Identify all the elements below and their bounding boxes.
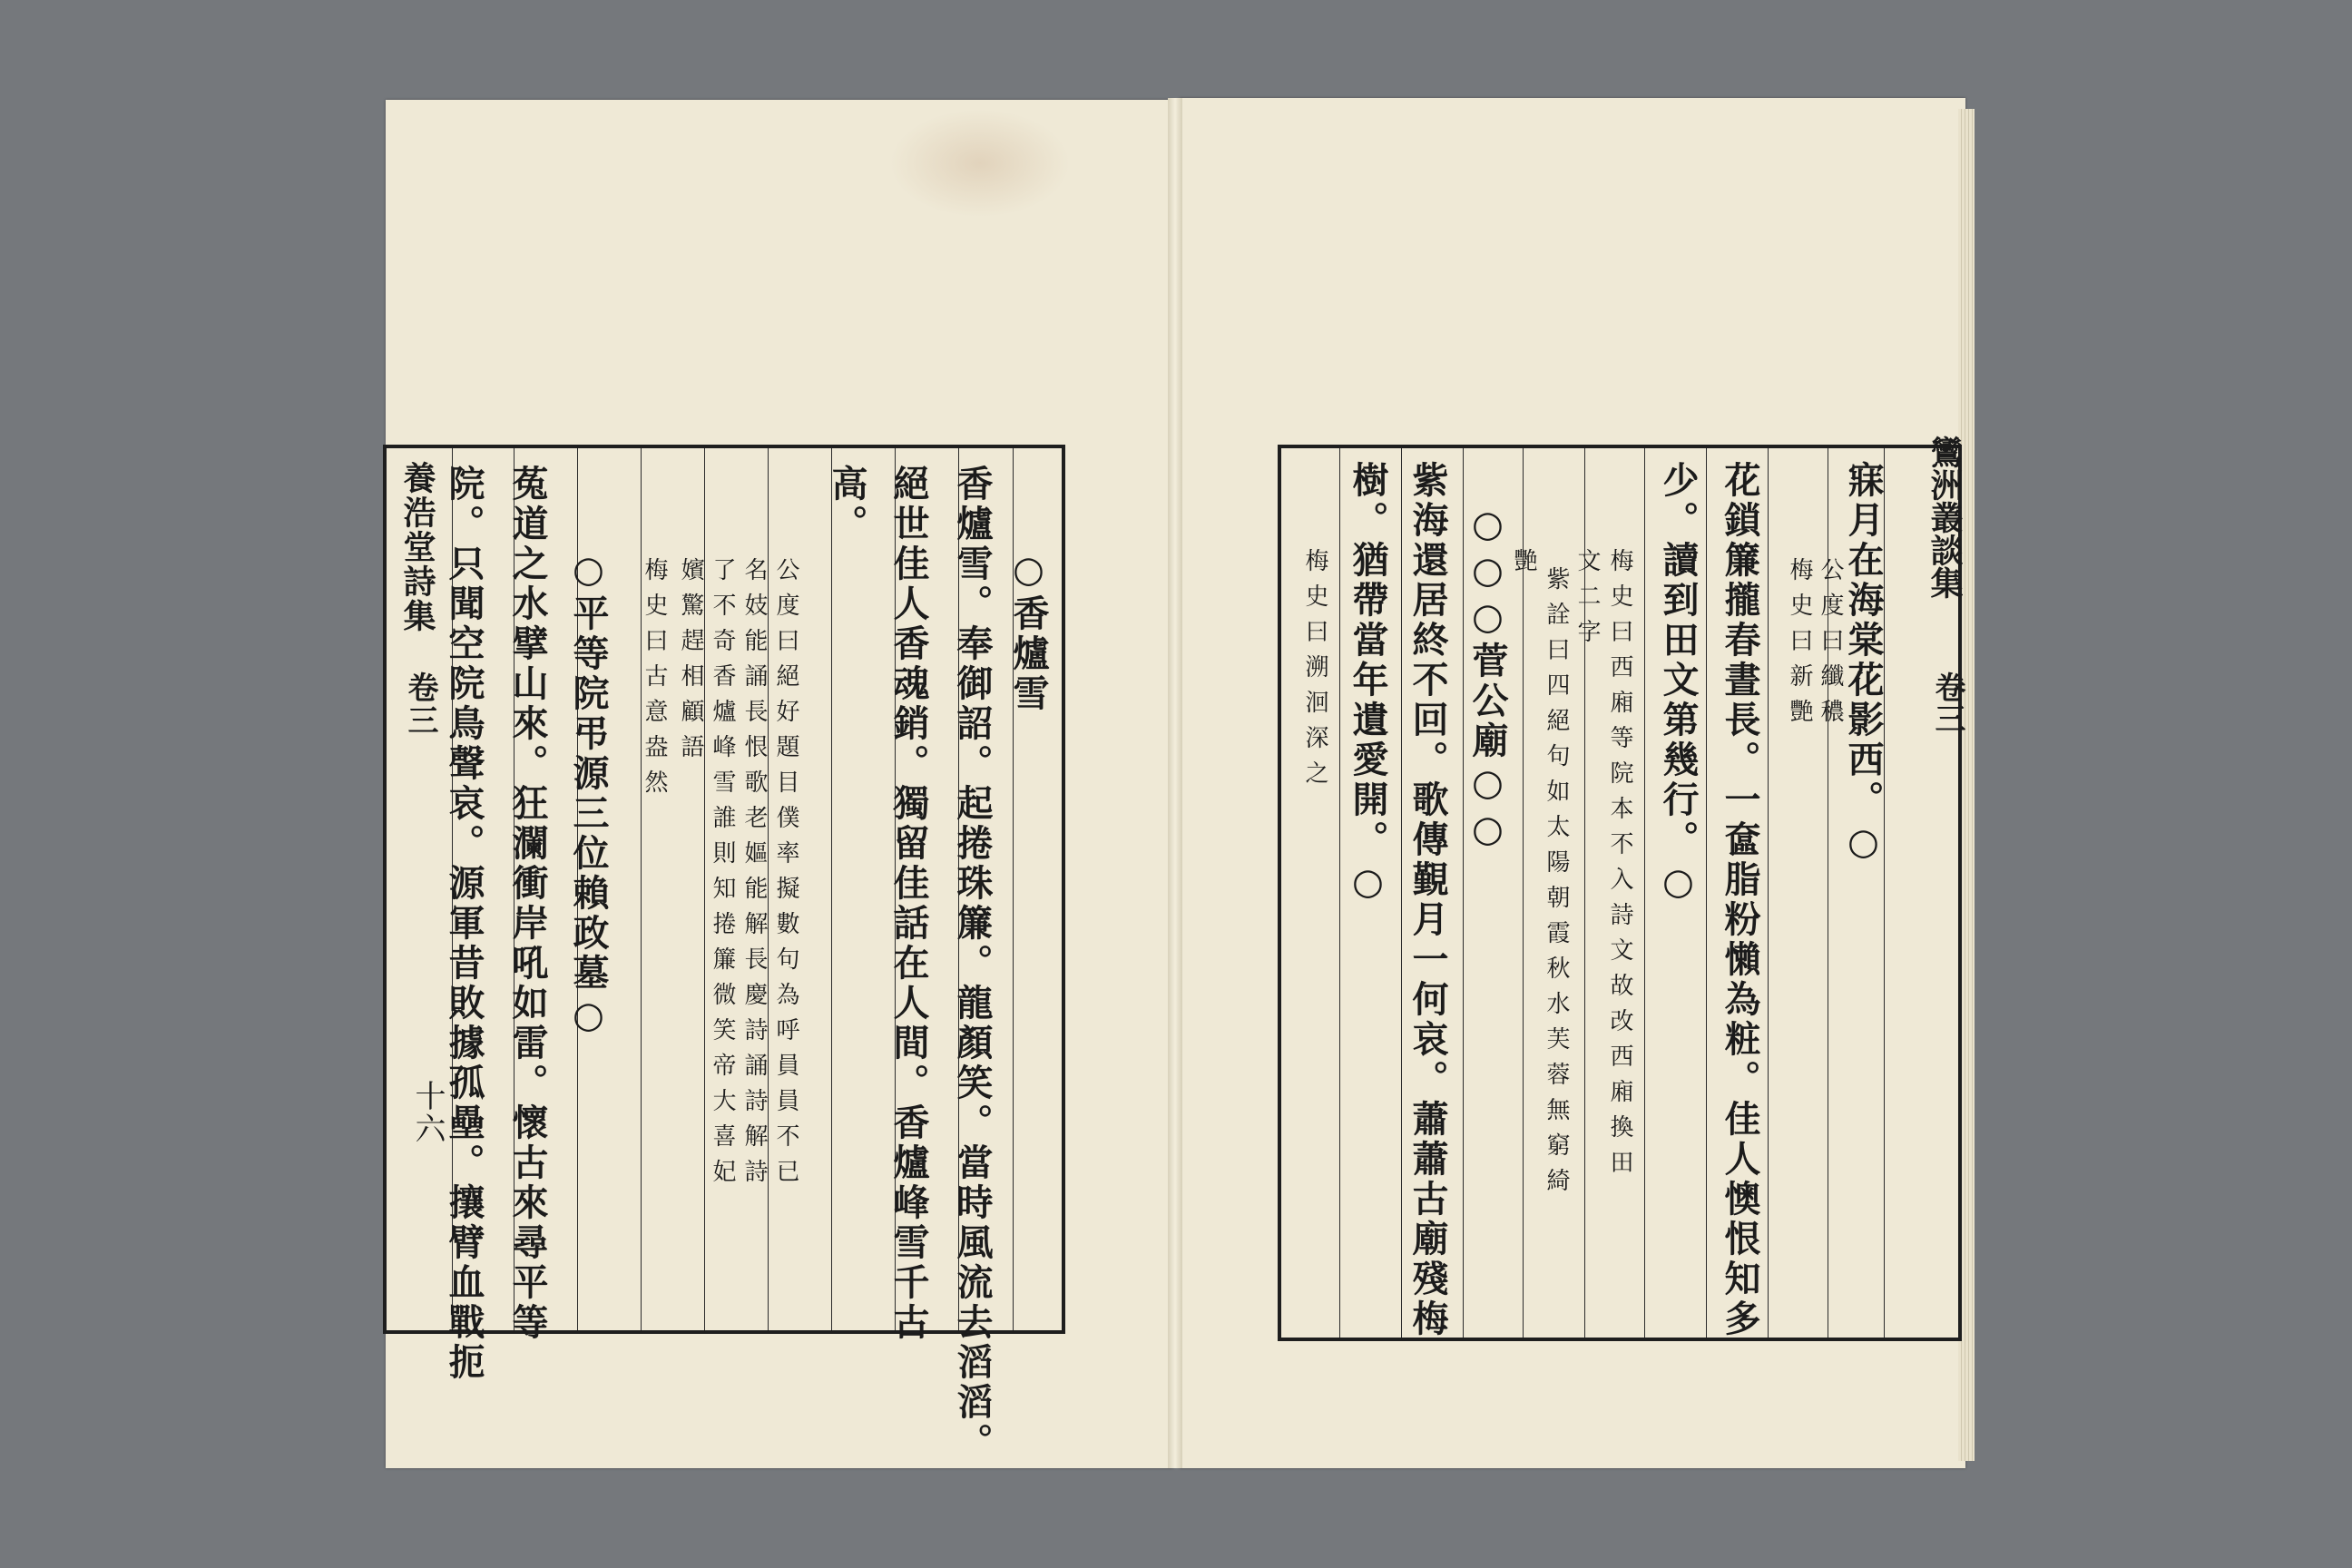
commentary-line: 梅史曰新艷 <box>1786 557 1813 734</box>
book-gutter <box>1168 98 1182 1468</box>
poem-line: 寐月在海棠花影西。○ <box>1842 461 1885 867</box>
poem-line: 花鎖簾攏春晝長。一奩脂粉懶為粧。佳人懊恨知多 <box>1719 461 1761 1339</box>
commentary-line: 公度曰纖穠 <box>1817 557 1844 734</box>
commentary-line: 公度曰絕好題目僕率擬數句為呼員員不已 <box>772 557 799 1194</box>
commentary-line: 艷 <box>1510 548 1537 583</box>
poem-line: 香爐雪。奉御詔。起捲珠簾。龍顏笑。當時風流去滔滔。 <box>951 465 994 1463</box>
commentary-line: 紫詮曰四絕句如太陽朝霞秋水芙蓉無窮綺 <box>1543 566 1570 1203</box>
column-rule <box>831 448 832 1330</box>
volume-label: 卷三 <box>402 671 438 737</box>
commentary-line: 梅史曰西廂等院本不入詩文故改西廂換田 <box>1606 548 1633 1185</box>
paper-stain <box>889 109 1071 218</box>
commentary-line: 梅史曰古意盎然 <box>641 557 668 805</box>
commentary-line: 梅史曰溯洄深之 <box>1301 548 1328 796</box>
column-rule <box>1706 448 1707 1338</box>
poem-line: 樹。猶帶當年遺愛開。○ <box>1347 461 1389 906</box>
poem-line: 少。讀到田文第幾行。○ <box>1657 461 1700 906</box>
poem-line: 紫海還居終不回。歌傳覲月一何哀。蕭蕭古廟殘梅 <box>1406 461 1449 1339</box>
commentary-line: 名妓能誦長恨歌老嫗能解長慶詩誦詩解詩 <box>740 557 768 1194</box>
column-rule <box>1339 448 1340 1338</box>
running-head: 養浩堂詩集 <box>398 461 436 633</box>
volume-label: 卷三 <box>1929 671 1965 733</box>
column-rule <box>1768 448 1769 1338</box>
poem-line: 高。 <box>826 465 868 544</box>
poem-line: 院。只聞空院鳥聲哀。源軍昔敗據孤壘。攘臂血戰扼 <box>443 465 485 1383</box>
poem-title: ○○○菅公廟○○ <box>1466 503 1509 854</box>
margin-strip <box>383 445 450 1334</box>
commentary-line: 文二字 <box>1573 548 1601 654</box>
poem-title: ○平等院弔源三位賴政墓○ <box>567 548 610 1040</box>
commentary-line: 嬪驚趕相顧語 <box>677 557 704 769</box>
poem-title: ○香爐雪 <box>1007 548 1050 714</box>
left-text-frame <box>383 445 1065 1463</box>
running-head: 鸞洲叢談集 <box>1926 436 1964 599</box>
page-number: 十六 <box>409 1080 446 1145</box>
poem-line: 菟道之水擘山來。狂瀾衝岸吼如雷。懷古來尋平等 <box>506 465 549 1343</box>
column-rule <box>1644 448 1645 1338</box>
poem-line: 絕世佳人香魂銷。獨留佳話在人間。香爐峰雪千古 <box>887 465 930 1343</box>
right-text-frame <box>1278 445 1962 1341</box>
commentary-line: 了不奇香爐峰雪誰則知捲簾微笑帝大喜妃 <box>709 557 736 1194</box>
